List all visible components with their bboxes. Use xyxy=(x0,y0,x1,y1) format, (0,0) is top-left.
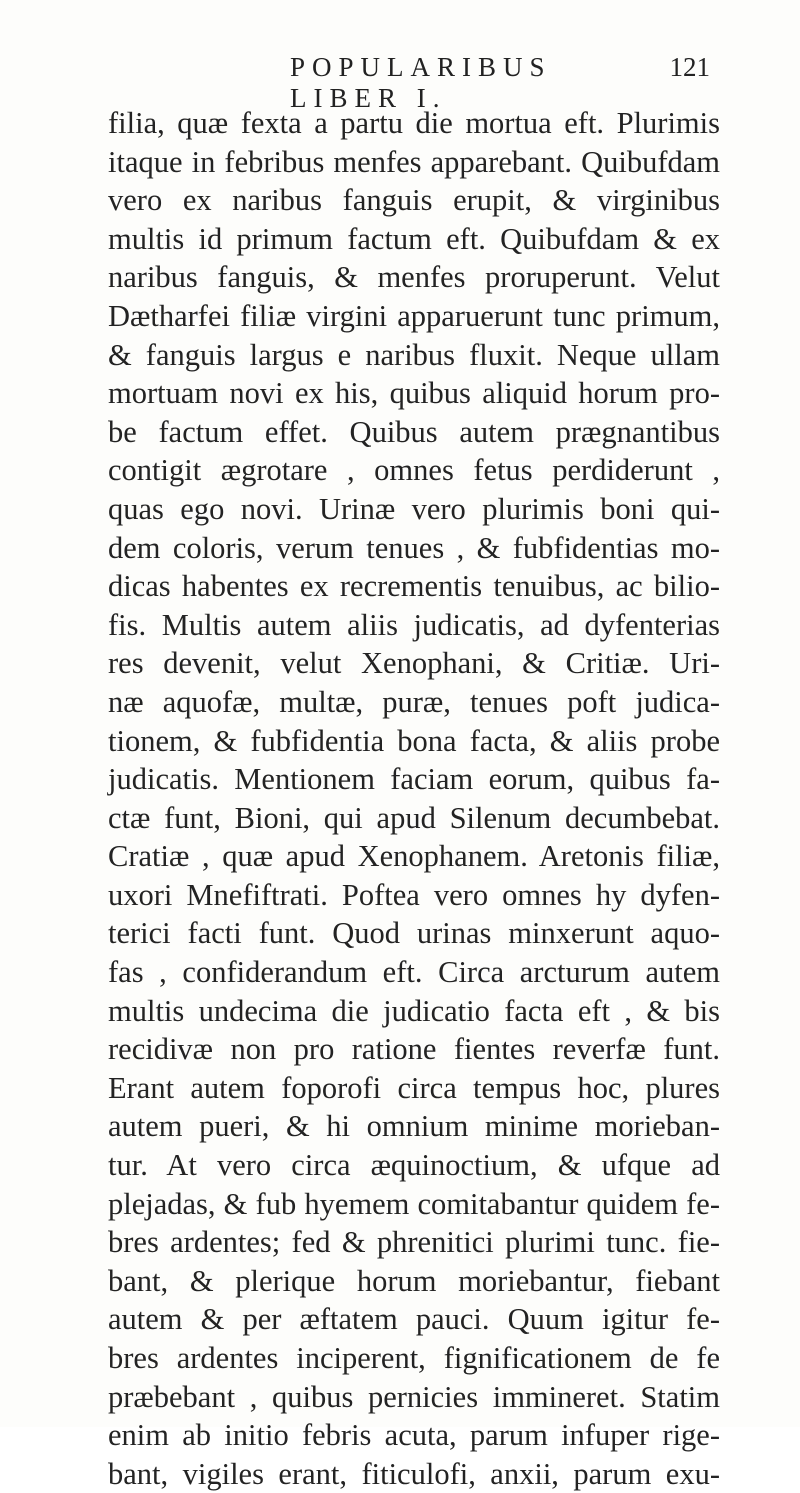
text-line: Cratiæ , quæ apud Xenophanem. Aretonis filiæ, xyxy=(108,839,720,874)
text-line: Dætharfei filiæ virgini apparuerunt tunc primum, xyxy=(108,298,720,333)
running-title: POPULARIBUS LIBER I. xyxy=(290,52,552,113)
text-line: multis undecima die judicatio facta eft , & bis xyxy=(108,993,720,1028)
text-line: recidivæ non pro ratione fientes reverfæ funt. xyxy=(108,1032,720,1067)
text-line: terici facti funt. Quod urinas minxerunt aquo- xyxy=(108,916,720,951)
text-line: tionem, & fubfidentia bona facta, & aliis probe xyxy=(108,723,720,758)
text-line: plejadas, & fub hyemem comitabantur quidem fe- xyxy=(108,1186,720,1221)
page-number: 121 xyxy=(669,52,710,82)
text-line: dem coloris, verum tenues , & fubfidentias mo- xyxy=(108,530,720,565)
text-line: tur. At vero circa æquinoctium, & ufque ad xyxy=(108,1148,720,1183)
text-line: be factum effet. Quibus autem prægnantibus xyxy=(108,414,720,449)
text-line: & fanguis largus e naribus fluxit. Neque ullam xyxy=(108,337,720,372)
text-line: uxori Mnefiftrati. Poftea vero omnes hy dyfen- xyxy=(108,877,720,912)
text-line: vero ex naribus fanguis erupit, & virginibus xyxy=(108,183,720,218)
text-line: contigit ægrotare , omnes fetus perdiderunt , xyxy=(108,453,720,488)
text-line: autem pueri, & hi omnium minime morieban- xyxy=(108,1109,720,1144)
text-line: bres ardentes inciperent, fignificationem de fe xyxy=(108,1341,720,1375)
text-line: enim ab initio febris acuta, parum infuper rige- xyxy=(108,1418,720,1453)
text-line: res devenit, velut Xenophani, & Critiæ. Uri- xyxy=(108,646,720,681)
text-line: Erant autem foporofi circa tempus hoc, plures xyxy=(108,1070,720,1105)
text-line: fis. Multis autem aliis judicatis, ad dyfenterias xyxy=(108,607,720,642)
text-line: dicas habentes ex recrementis tenuibus, ac bilio- xyxy=(108,569,720,604)
text-line: præbebant , quibus pernicies immineret. Statim xyxy=(108,1379,720,1414)
text-line: næ aquofæ, multæ, puræ, tenues poft judica- xyxy=(108,684,720,719)
text-line: naribus fanguis, & menfes proruperunt. Velut xyxy=(108,260,720,295)
text-line: bant, vigiles erant, fiticulofi, anxii, parum exu- xyxy=(108,1456,720,1491)
text-line: itaque in febribus menfes apparebant. Quibufdam xyxy=(108,144,720,179)
text-line: fas , confiderandum eft. Circa arcturum autem xyxy=(108,955,720,990)
text-line: multis id primum factum eft. Quibufdam & ex xyxy=(108,221,720,256)
text-line: autem & per æftatem pauci. Quum igitur fe- xyxy=(108,1302,720,1337)
text-line: ctæ funt, Bioni, qui apud Silenum decumbebat. xyxy=(108,800,720,835)
text-line: mortuam novi ex his, quibus aliquid horum pro- xyxy=(108,376,720,411)
text-line: judicatis. Mentionem faciam eorum, quibus fa- xyxy=(108,762,720,797)
body-text xyxy=(108,104,720,1493)
text-line: quas ego novi. Urinæ vero plurimis boni qui- xyxy=(108,491,720,526)
text-line: bant, & plerique horum moriebantur, fiebant xyxy=(108,1263,720,1298)
text-line: filia, quæ fexta a partu die mortua eft. Plurimis xyxy=(108,106,720,140)
text-line: bres ardentes; fed & phrenitici plurimi tunc. fie- xyxy=(108,1225,720,1260)
